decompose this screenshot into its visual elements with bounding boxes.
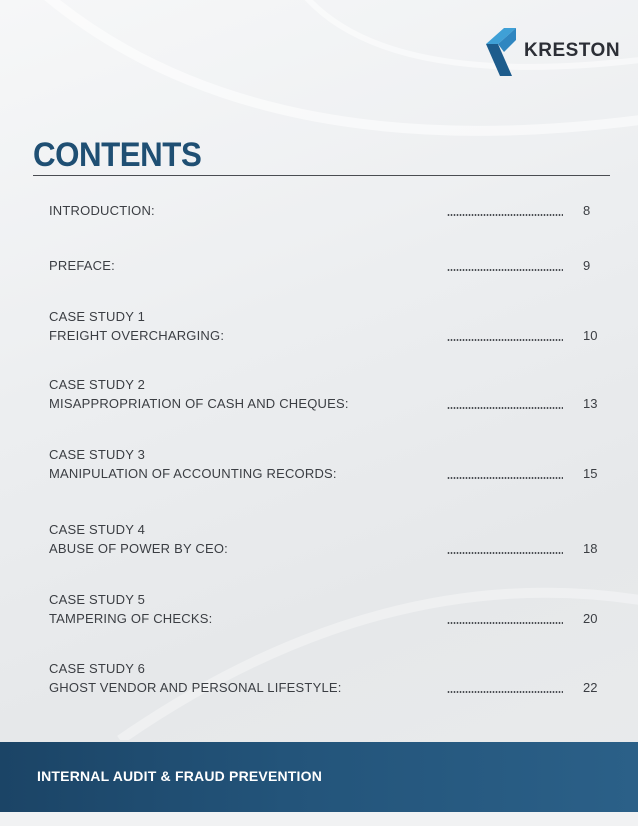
- footer-title: INTERNAL AUDIT & FRAUD PREVENTION: [37, 768, 323, 784]
- toc-entry[interactable]: [49, 373, 609, 413]
- toc-page-number: 20: [583, 611, 598, 626]
- toc-entry-title-line: INTRODUCTION:: [49, 203, 155, 218]
- toc-page-number: 22: [583, 680, 598, 695]
- footer-bottom-strip: [0, 812, 638, 826]
- page-title: CONTENTS: [33, 136, 202, 174]
- toc-entry-title: [49, 520, 429, 558]
- brand-name: KRESTON: [524, 40, 621, 61]
- toc-page-number: 15: [583, 466, 598, 481]
- toc-page-number: 9: [583, 258, 591, 273]
- toc-entry-title-line: CASE STUDY 3: [49, 447, 146, 462]
- toc-entry-title-line: MANIPULATION OF ACCOUNTING RECORDS:: [49, 466, 337, 481]
- toc-entry[interactable]: [49, 305, 609, 345]
- toc-entry-title-line: CASE STUDY 1: [49, 309, 146, 324]
- toc-entry-title: [49, 590, 429, 628]
- dot-leader: [447, 269, 563, 271]
- toc-entry-title-line: MISAPPROPRIATION OF CASH AND CHEQUES:: [49, 396, 349, 411]
- toc-page-number: 13: [583, 396, 598, 411]
- toc-entry-title-line: ABUSE OF POWER BY CEO:: [49, 541, 228, 556]
- toc-entry-title: [49, 445, 429, 483]
- toc-entry-title: [49, 307, 429, 345]
- toc-entry-title-line: FREIGHT OVERCHARGING:: [49, 328, 225, 343]
- dot-leader: [447, 407, 563, 409]
- toc-entry[interactable]: [49, 657, 609, 697]
- toc-page-number: 10: [583, 328, 598, 343]
- toc-entry[interactable]: [49, 180, 609, 220]
- toc-entry[interactable]: [49, 518, 609, 558]
- toc-entry-title-line: CASE STUDY 5: [49, 592, 146, 607]
- toc-entry[interactable]: [49, 235, 609, 275]
- toc-entry-title: [49, 659, 429, 697]
- toc-entry-title: [49, 256, 429, 275]
- toc-entry-title-line: TAMPERING OF CHECKS:: [49, 611, 213, 626]
- toc-entry-title-line: CASE STUDY 2: [49, 377, 146, 392]
- dot-leader: [447, 691, 563, 693]
- toc-entry[interactable]: [49, 443, 609, 483]
- dot-leader: [447, 622, 563, 624]
- footer-banner: [0, 742, 638, 812]
- toc-entry-title-line: GHOST VENDOR AND PERSONAL LIFESTYLE:: [49, 680, 342, 695]
- toc-page-number: 8: [583, 203, 591, 218]
- toc-page-number: 18: [583, 541, 598, 556]
- toc-entry-title: [49, 201, 429, 220]
- toc-entry-title-line: CASE STUDY 4: [49, 522, 146, 537]
- dot-leader: [447, 477, 563, 479]
- dot-leader: [447, 339, 563, 341]
- toc-entry-title: [49, 375, 429, 413]
- toc-entry[interactable]: [49, 588, 609, 628]
- toc-entry-title-line: PREFACE:: [49, 258, 115, 273]
- dot-leader: [447, 552, 563, 554]
- toc-entry-title-line: CASE STUDY 6: [49, 661, 146, 676]
- dot-leader: [447, 214, 563, 216]
